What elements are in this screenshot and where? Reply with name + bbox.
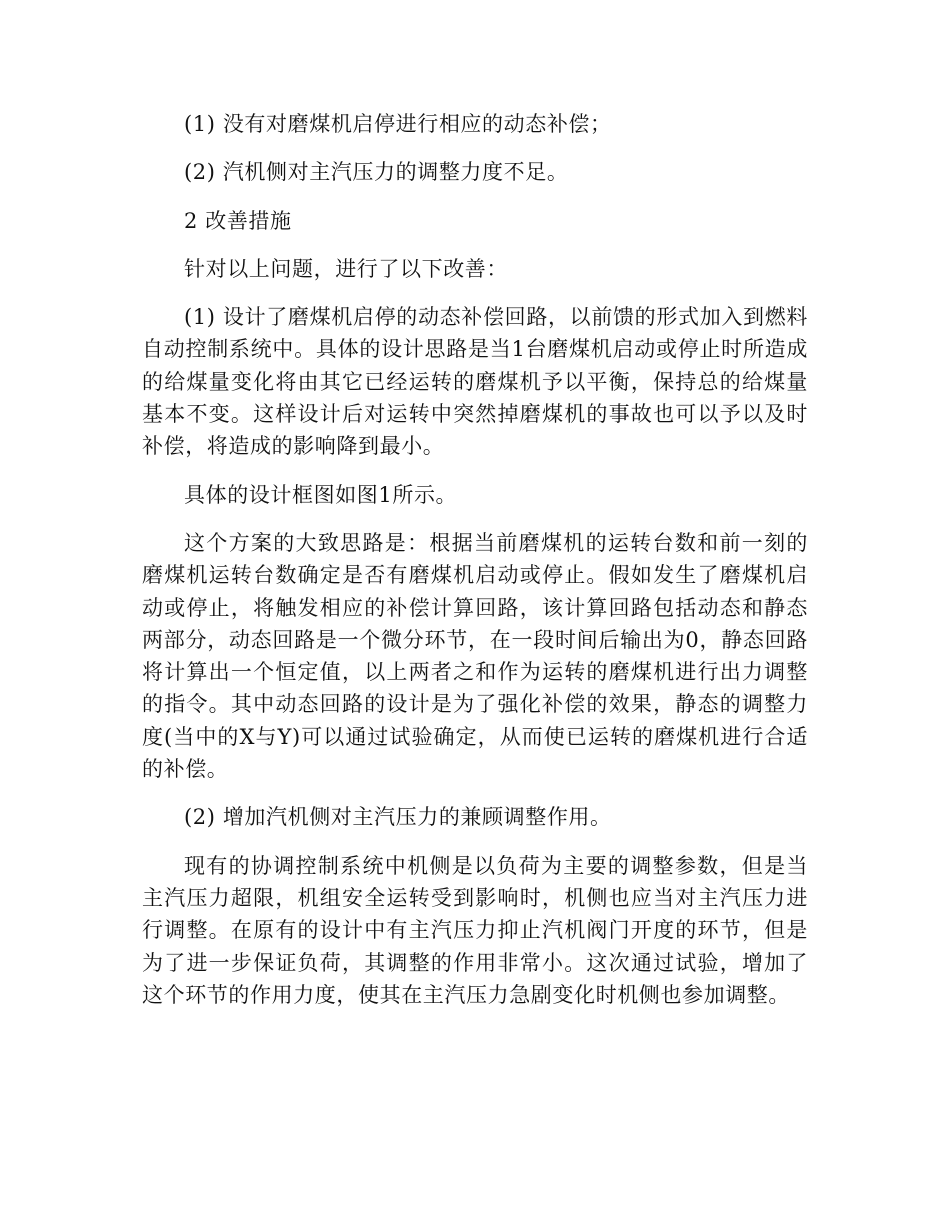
paragraph-figure-ref: 具体的设计框图如图1所示。 xyxy=(184,482,458,507)
paragraph-measure-2: (2) 增加汽机侧对主汽压力的兼顾调整作用。 xyxy=(184,805,612,830)
paragraph-scheme: 这个方案的大致思路是：根据当前磨煤机的运转台数和前一刻的磨煤机运转台数确定是否有磨煤机启动或停止。假如发生了磨煤机启动或停止，将触发相应的补偿计算回路，该计算回路包括动态和静态两部分，动态回路是一个微分环节，在一段时间后输出为0，静态回路将计算出一个恒定值，以上两者之和作为运转的磨煤机进行出力调整的指令。其中动态回路的设计是为了强化补偿的效果，静态的调整力度(当中的X与Y)可以通过试验确定，从而使已运转的磨煤机进行合适的补偿。 xyxy=(142,530,808,782)
paragraph-issue-1: (1) 没有对磨煤机启停进行相应的动态补偿； xyxy=(184,112,612,136)
paragraph-existing-system: 现有的协调控制系统中机侧是以负荷为主要的调整参数，但是当主汽压力超限，机组安全运转受到影响时，机侧也应当对主汽压力进行调整。在原有的设计中有主汽压力抑止汽机阀门开度的环节，但是为了进一步保证负荷，其调整的作用非常小。这次通过试验，增加了这个环节的作用力度，使其在主汽压力急剧变化时机侧也参加调整。 xyxy=(142,853,808,1007)
paragraph-intro: 针对以上问题，进行了以下改善： xyxy=(184,256,508,281)
paragraph-measure-1: (1) 设计了磨煤机启停的动态补偿回路，以前馈的形式加入到燃料自动控制系统中。具体的设计思路是当1台磨煤机启动或停止时所造成的给煤量变化将由其它已经运转的磨煤机予以平衡，保持总的给煤量基本不变。这样设计后对运转中突然掉磨煤机的事故也可以予以及时补偿，将造成的影响降到最小。 xyxy=(142,305,808,459)
section-heading: 2 改善措施 xyxy=(184,208,292,233)
paragraph-issue-2: (2) 汽机侧对主汽压力的调整力度不足。 xyxy=(184,160,569,185)
document-page xyxy=(142,108,808,1011)
